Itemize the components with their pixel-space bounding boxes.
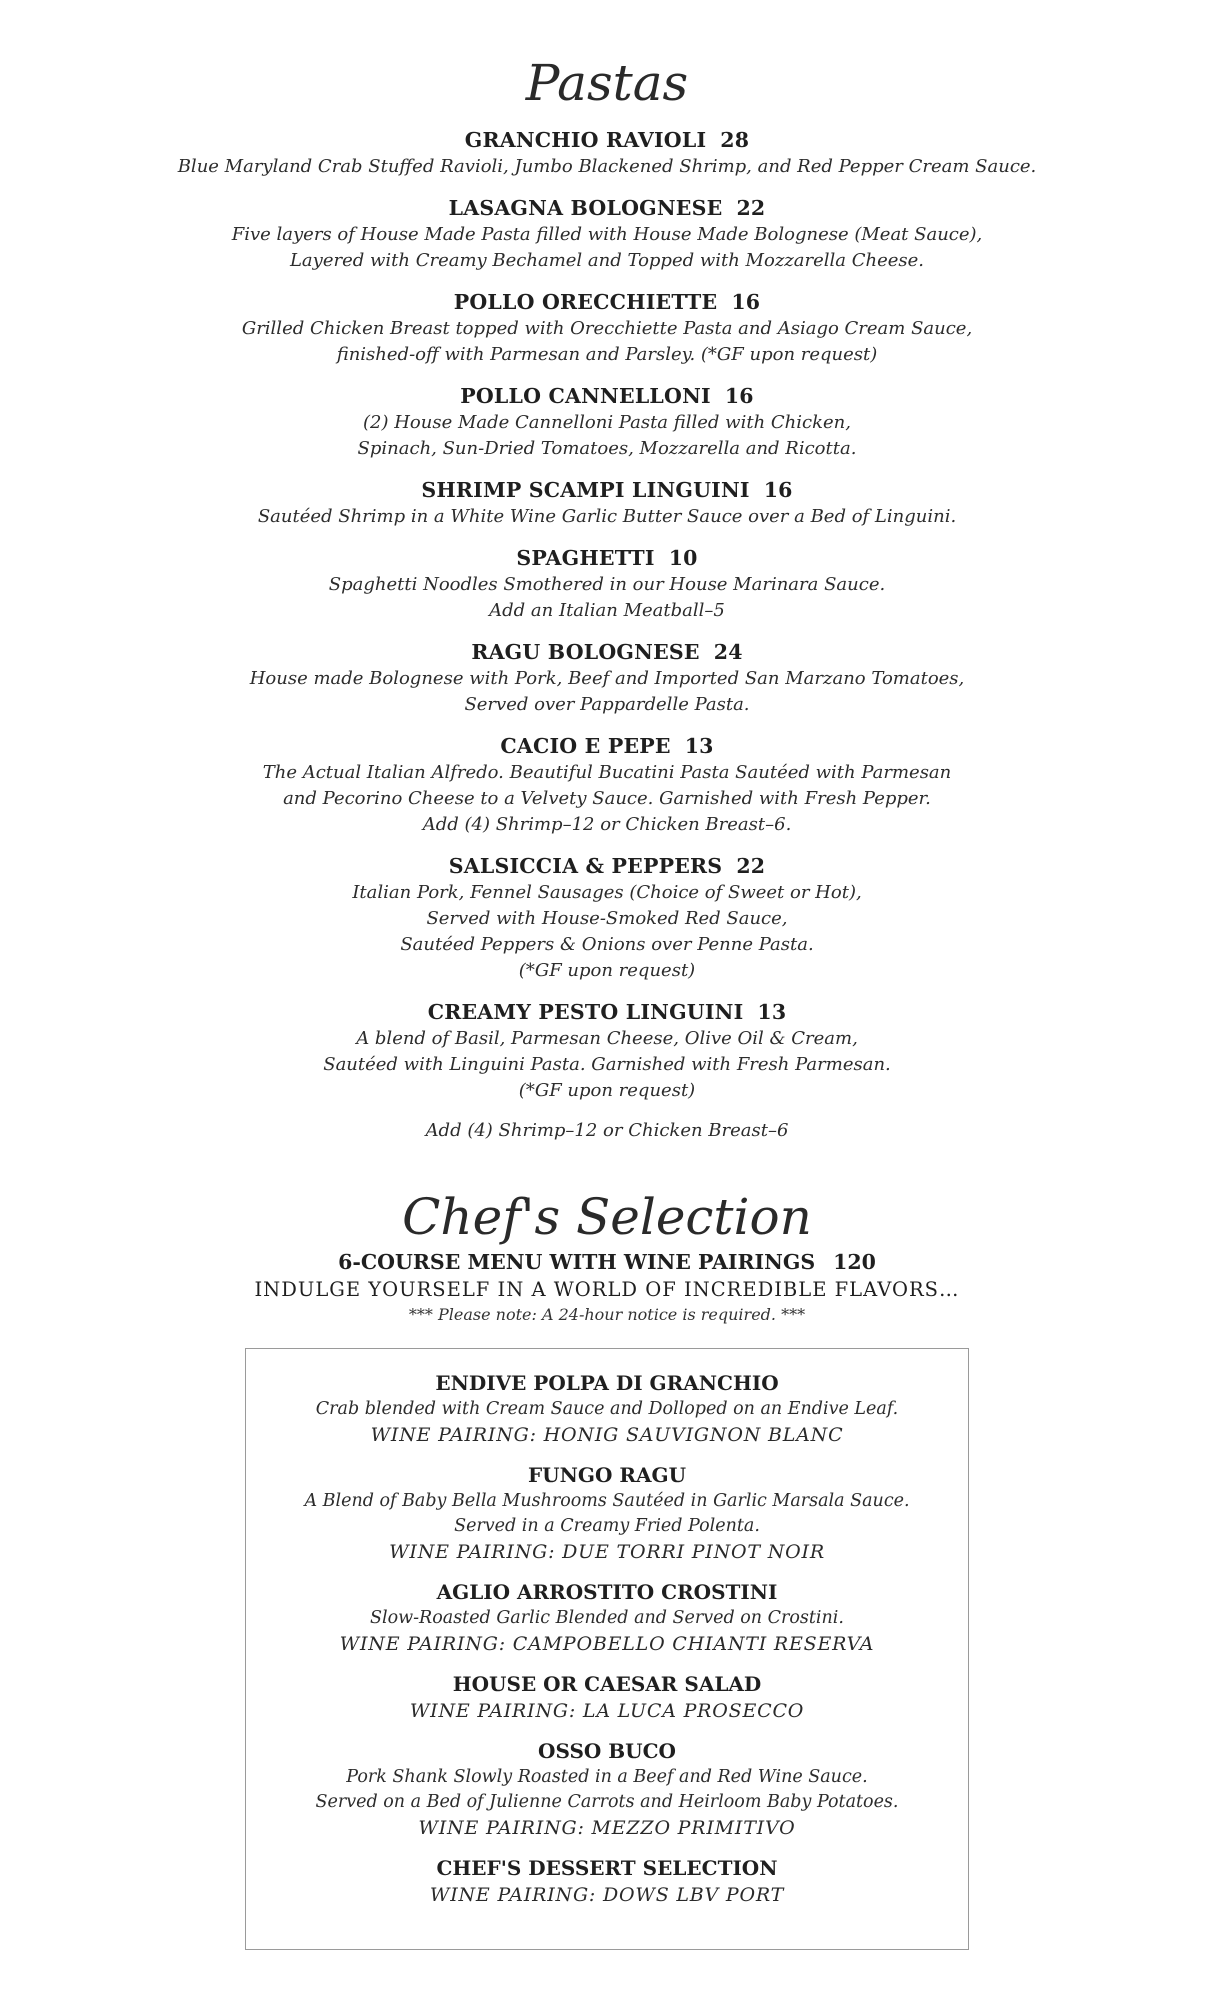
item-description: Sautéed with Linguini Pasta. Garnished with Fresh Parmesan.	[323, 1054, 891, 1075]
item-description: Served with House-Smoked Red Sauce,	[426, 908, 788, 929]
item-name: SHRIMP SCAMPI LINGUINI	[421, 478, 750, 502]
item-description: finished-off with Parmesan and Parsley. (*GF upon request)	[336, 344, 878, 365]
pastas-list	[130, 126, 1084, 1144]
course	[246, 1670, 968, 1725]
course-description: Crab blended with Cream Sauce and Dolloped on an Endive Leaf.	[315, 1399, 899, 1419]
tasting-menu-price: 120	[833, 1250, 876, 1274]
course-name: FUNGO RAGU	[527, 1463, 687, 1487]
item-price: 16	[763, 478, 793, 502]
menu-item	[130, 852, 1084, 984]
item-description: A blend of Basil, Parmesan Cheese, Olive Oil & Cream,	[356, 1028, 858, 1049]
wine-pairing: WINE PAIRING: HONIG SAUVIGNON BLANC	[370, 1424, 844, 1446]
menu-item	[130, 998, 1084, 1104]
course-description: Slow-Roasted Garlic Blended and Served on Crostini.	[370, 1608, 844, 1628]
course-description: Served on a Bed of Julienne Carrots and Heirloom Baby Potatoes.	[315, 1792, 899, 1812]
item-name: CACIO E PEPE	[500, 734, 671, 758]
menu-item	[130, 126, 1084, 180]
item-description: The Actual Italian Alfredo. Beautiful Bucatini Pasta Sautéed with Parmesan	[262, 762, 952, 783]
item-description: Sautéed Shrimp in a White Wine Garlic Butter Sauce over a Bed of Linguini.	[257, 506, 957, 527]
menu-item	[130, 544, 1084, 624]
wine-pairing: WINE PAIRING: LA LUCA PROSECCO	[409, 1700, 805, 1722]
item-description: (*GF upon request)	[518, 960, 696, 981]
item-description: Sautéed Peppers & Onions over Penne Pasta.	[400, 934, 814, 955]
pastas-heading: Pastas	[525, 54, 689, 112]
item-price: 13	[684, 734, 714, 758]
course	[246, 1461, 968, 1566]
item-description: Layered with Creamy Bechamel and Topped with Mozzarella Cheese.	[289, 250, 925, 271]
menu-item	[130, 732, 1084, 838]
menu-item	[130, 638, 1084, 718]
item-description: Spaghetti Noodles Smothered in our House Marinara Sauce.	[328, 574, 886, 595]
course-description: A Blend of Baby Bella Mushrooms Sautéed in Garlic Marsala Sauce.	[304, 1491, 910, 1511]
item-name: SPAGHETTI	[516, 546, 655, 570]
item-description: Add an Italian Meatball–5	[489, 600, 725, 621]
item-price: 22	[736, 854, 766, 878]
item-price: 10	[668, 546, 698, 570]
item-price: 24	[713, 640, 743, 664]
chefs-selection-heading: Chef's Selection	[402, 1188, 812, 1246]
item-name: GRANCHIO RAVIOLI	[464, 128, 707, 152]
course-description: Served in a Creamy Fried Polenta.	[454, 1516, 760, 1536]
wine-pairing: WINE PAIRING: CAMPOBELLO CHIANTI RESERVA	[339, 1633, 875, 1655]
item-price: 22	[736, 196, 766, 220]
menu-item	[130, 476, 1084, 530]
course	[246, 1369, 968, 1449]
item-description: Spinach, Sun-Dried Tomatoes, Mozzarella and Ricotta.	[357, 438, 857, 459]
course-name: OSSO BUCO	[538, 1739, 676, 1763]
course-description: Pork Shank Slowly Roasted in a Beef and Red Wine Sauce.	[346, 1767, 868, 1787]
chefs-selection-header	[130, 1248, 1084, 1326]
item-description: Blue Maryland Crab Stuffed Ravioli, Jumbo Blackened Shrimp, and Red Pepper Cream Sauce.	[177, 156, 1037, 177]
course	[246, 1578, 968, 1658]
course	[246, 1854, 968, 1909]
item-name: RAGU BOLOGNESE	[471, 640, 700, 664]
item-name: POLLO ORECCHIETTE	[453, 290, 718, 314]
item-description: House made Bolognese with Pork, Beef and Imported San Marzano Tomatoes,	[249, 668, 965, 689]
item-name: SALSICCIA & PEPPERS	[448, 854, 723, 878]
menu-item	[130, 288, 1084, 368]
notice: *** Please note: A 24-hour notice is required. ***	[408, 1305, 806, 1324]
item-description: Italian Pork, Fennel Sausages (Choice of Sweet or Hot),	[352, 882, 862, 903]
item-price: 16	[731, 290, 761, 314]
course-name: ENDIVE POLPA DI GRANCHIO	[435, 1371, 779, 1395]
pasta-addon-note: Add (4) Shrimp–12 or Chicken Breast–6	[425, 1120, 789, 1141]
item-name: LASAGNA BOLOGNESE	[448, 196, 723, 220]
item-description: (*GF upon request)	[518, 1080, 696, 1101]
menu-item	[130, 382, 1084, 462]
item-description: Five layers of House Made Pasta filled with House Made Bolognese (Meat Sauce),	[231, 224, 983, 245]
item-name: CREAMY PESTO LINGUINI	[427, 1000, 744, 1024]
course-name: HOUSE OR CAESAR SALAD	[452, 1672, 762, 1696]
item-price: 13	[757, 1000, 787, 1024]
item-description: (2) House Made Cannelloni Pasta filled with Chicken,	[363, 412, 851, 433]
course	[246, 1737, 968, 1842]
item-description: and Pecorino Cheese to a Velvety Sauce. Garnished with Fresh Pepper.	[283, 788, 931, 809]
item-price: 28	[720, 128, 750, 152]
course-name: AGLIO ARROSTITO CROSTINI	[436, 1580, 778, 1604]
wine-pairing: WINE PAIRING: MEZZO PRIMITIVO	[418, 1817, 796, 1839]
item-price: 16	[724, 384, 754, 408]
item-description: Served over Pappardelle Pasta.	[464, 694, 750, 715]
item-name: POLLO CANNELLONI	[460, 384, 711, 408]
menu-item	[130, 194, 1084, 274]
wine-pairing: WINE PAIRING: DOWS LBV PORT	[429, 1884, 785, 1906]
course-name: CHEF'S DESSERT SELECTION	[436, 1856, 778, 1880]
tagline: INDULGE YOURSELF IN A WORLD OF INCREDIBLE FLAVORS…	[254, 1278, 960, 1301]
tasting-menu-title: 6-COURSE MENU WITH WINE PAIRINGS	[338, 1250, 816, 1274]
item-description: Grilled Chicken Breast topped with Orecchiette Pasta and Asiago Cream Sauce,	[241, 318, 973, 339]
tasting-menu-box	[245, 1348, 969, 1950]
wine-pairing: WINE PAIRING: DUE TORRI PINOT NOIR	[389, 1541, 825, 1563]
item-description: Add (4) Shrimp–12 or Chicken Breast–6.	[422, 814, 792, 835]
